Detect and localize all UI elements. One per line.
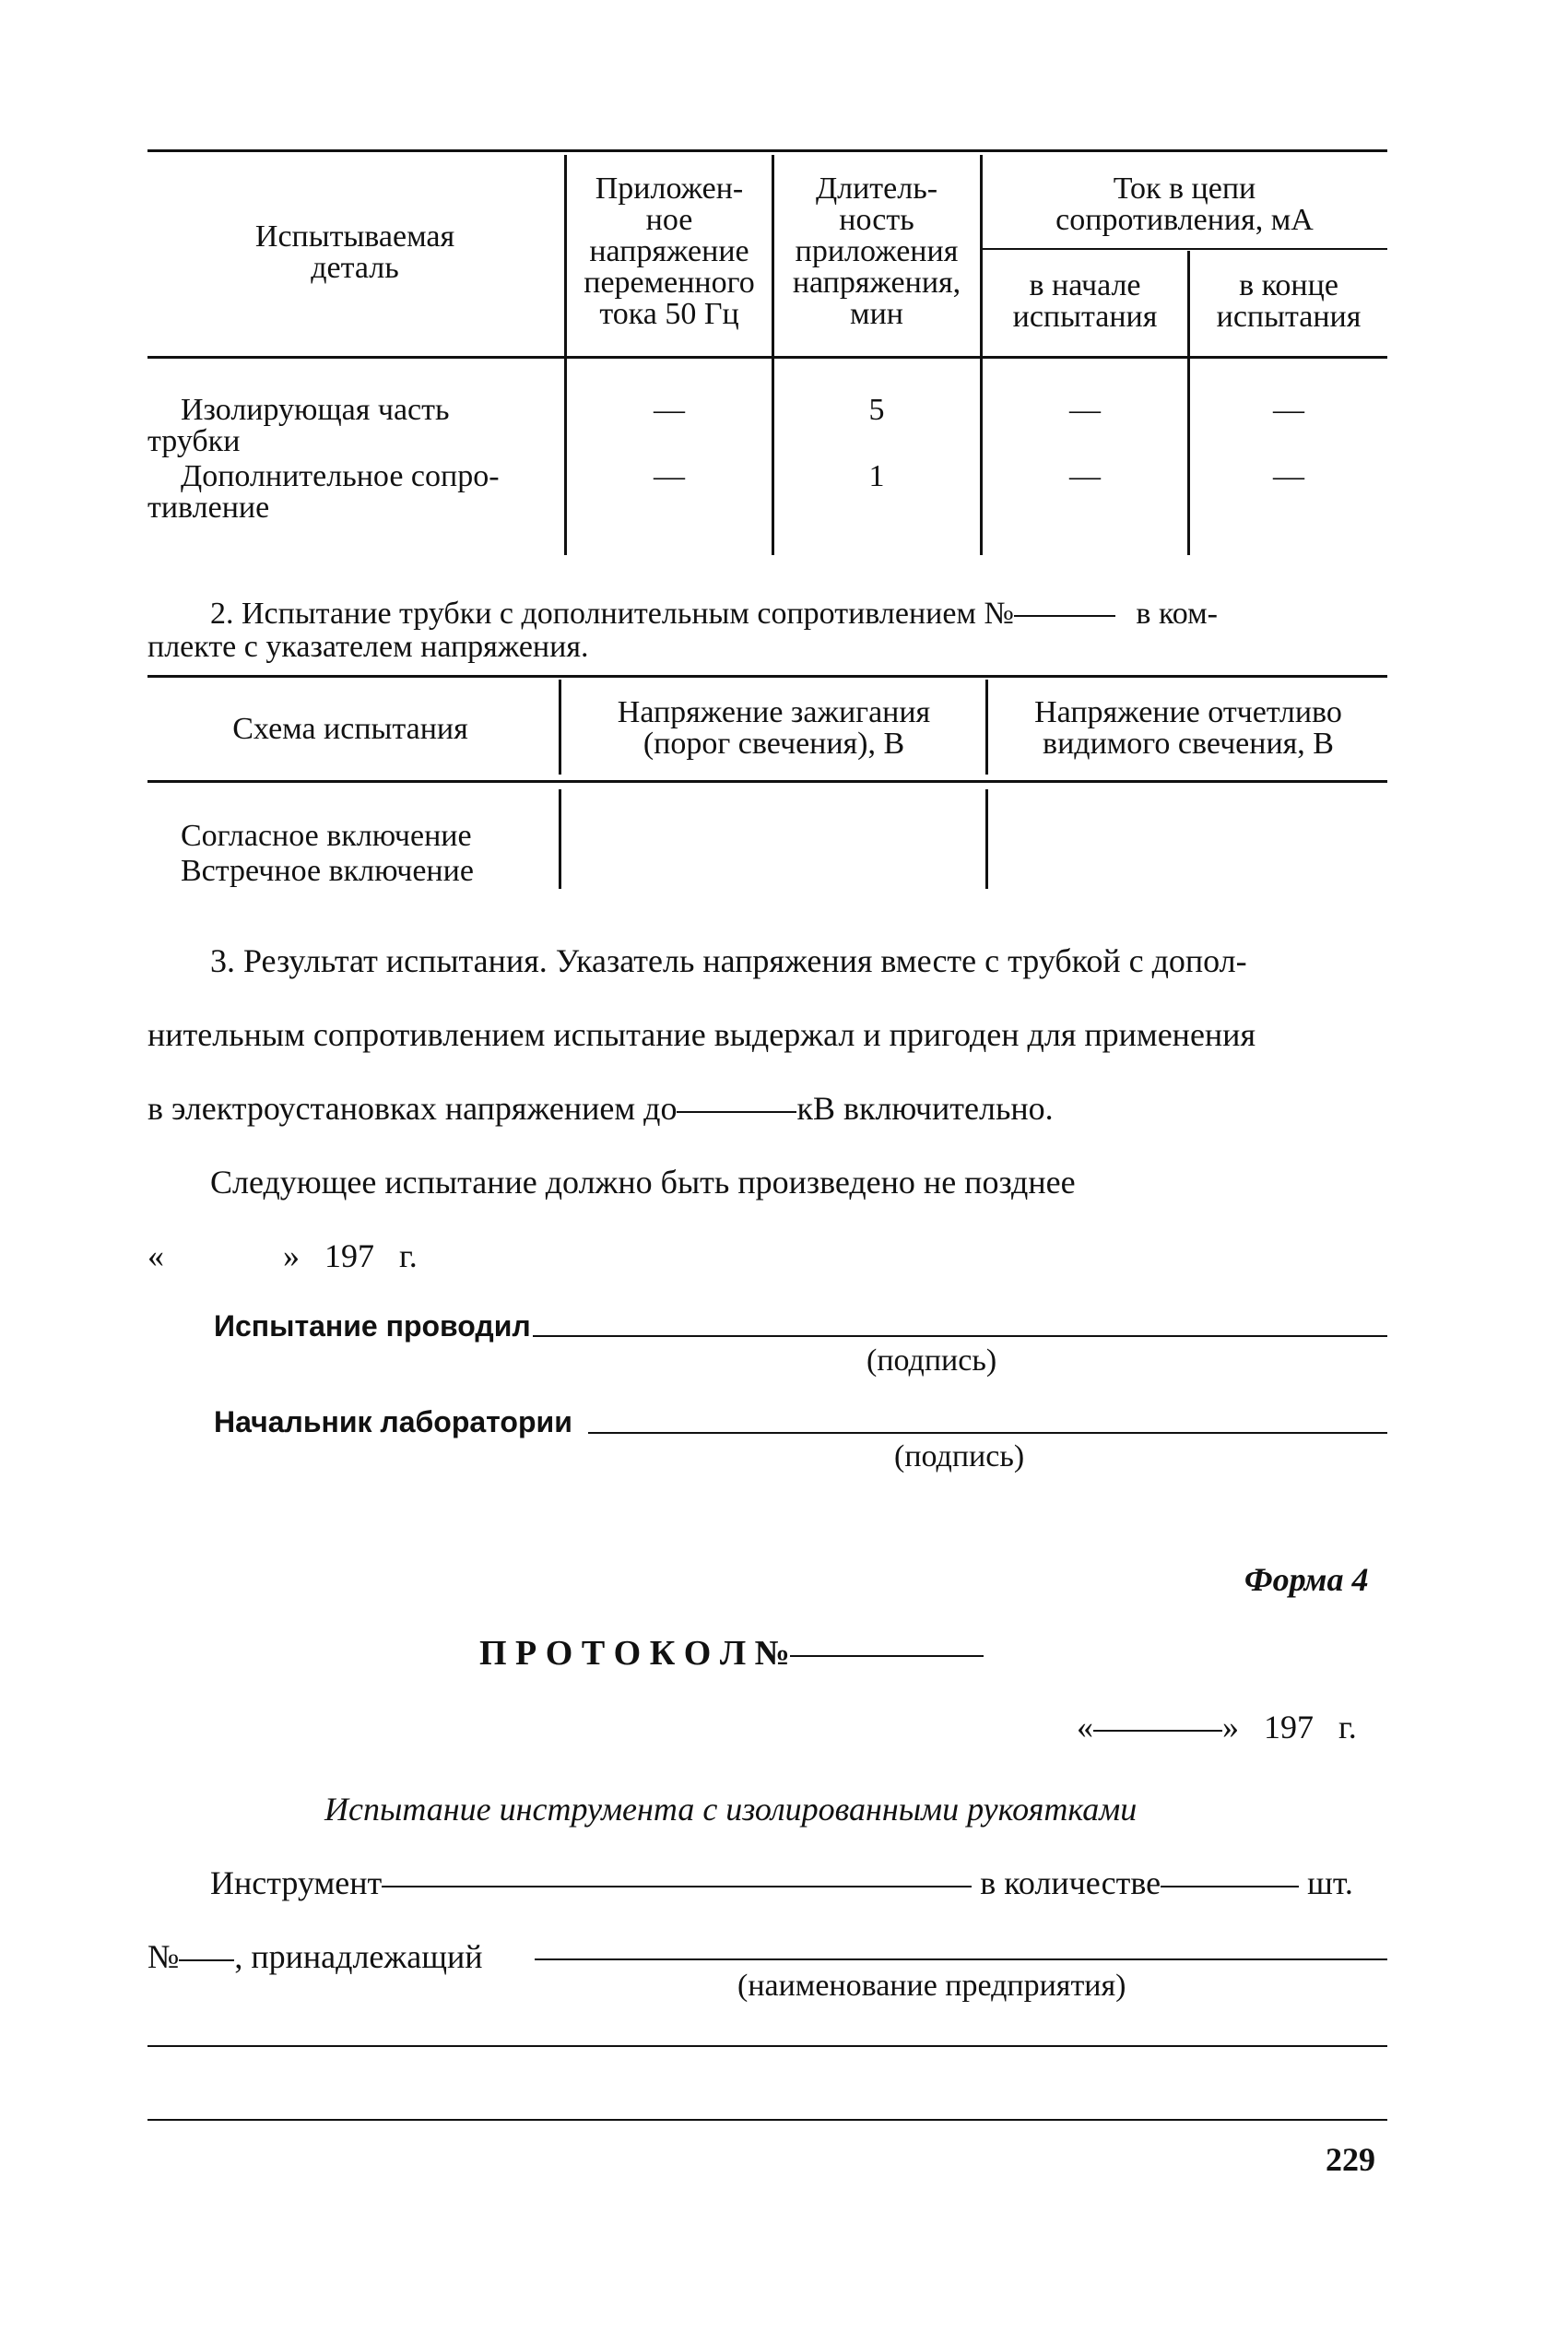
row1-voltage: — [654,393,685,427]
owner-line: № , принадлежащий [147,1938,483,1975]
signature-lab-head-caption: (подпись) [894,1439,1025,1473]
item2-line1: 2. Испытание трубки с дополнительным сопротивлением № в ком- [210,597,1218,631]
protocol-title: П Р О Т О К О Л № [479,1635,984,1672]
header-duration: Длитель- ность приложения напряжения, мин [792,172,961,331]
item3-line1: 3. Результат испытания. Указатель напряжения вместе с трубкой с допол- [210,942,1247,979]
row2-voltage: — [654,459,685,493]
row1-current-end: — [1273,393,1304,427]
header-current-start: в начале испытания [1012,268,1158,334]
blank-line-1 [147,2045,1387,2047]
header-current: Ток в цепи сопротивления, мА [1055,172,1314,237]
row2-part: Дополнительное сопро- тивление [147,459,500,525]
signature-tester-line [533,1335,1387,1337]
header-current-end: в конце испытания [1216,268,1362,334]
next-test-text: Следующее испытание должно быть произведено не позднее [210,1164,1076,1201]
header-applied-voltage: Приложен- ное напряжение переменного тока 50 Гц [584,172,755,331]
signature-tester-label: Испытание проводил [214,1309,531,1343]
row-consistent-connection: Согласное включение [181,819,472,853]
form-label: Форма 4 [1244,1561,1369,1598]
item3-line3: в электроустановках напряжением до кВ включительно. [147,1090,1054,1127]
row2-current-start: — [1069,459,1101,493]
enterprise-caption: (наименование предприятия) [737,1969,1126,2003]
item3-line2: нительным сопротивлением испытание выдержал и пригоден для применения [147,1016,1256,1053]
header-ignition-voltage: Напряжение зажигания (порог свечения), В [617,695,931,761]
header-test-scheme: Схема испытания [232,712,468,746]
signature-tester-caption: (подпись) [867,1343,997,1378]
header-tested-part: Испытываемая деталь [254,219,455,285]
signature-lab-head-line [588,1432,1387,1434]
row1-duration: 5 [868,393,885,427]
instrument-line: Инструмент в количестве шт. [210,1864,1353,1901]
protocol-date: « » 197 г. [1077,1709,1357,1745]
page-number: 229 [1326,2141,1375,2178]
row-opposite-connection: Встречное включение [181,854,474,888]
row1-current-start: — [1069,393,1101,427]
row1-part: Изолирующая часть трубки [147,393,450,458]
next-test-date: « » 197 г. [147,1237,418,1274]
signature-lab-head-label: Начальник лаборатории [214,1405,572,1438]
item2-line2: плекте с указателем напряжения. [147,630,589,664]
row2-duration: 1 [868,459,885,493]
row2-current-end: — [1273,459,1304,493]
owner-line-blank [535,1958,1387,1960]
protocol-subtitle: Испытание инструмента с изолированными рукоятками [324,1791,1138,1828]
blank-line-2 [147,2119,1387,2121]
header-visible-glow-voltage: Напряжение отчетливо видимого свечения, В [1034,695,1342,761]
